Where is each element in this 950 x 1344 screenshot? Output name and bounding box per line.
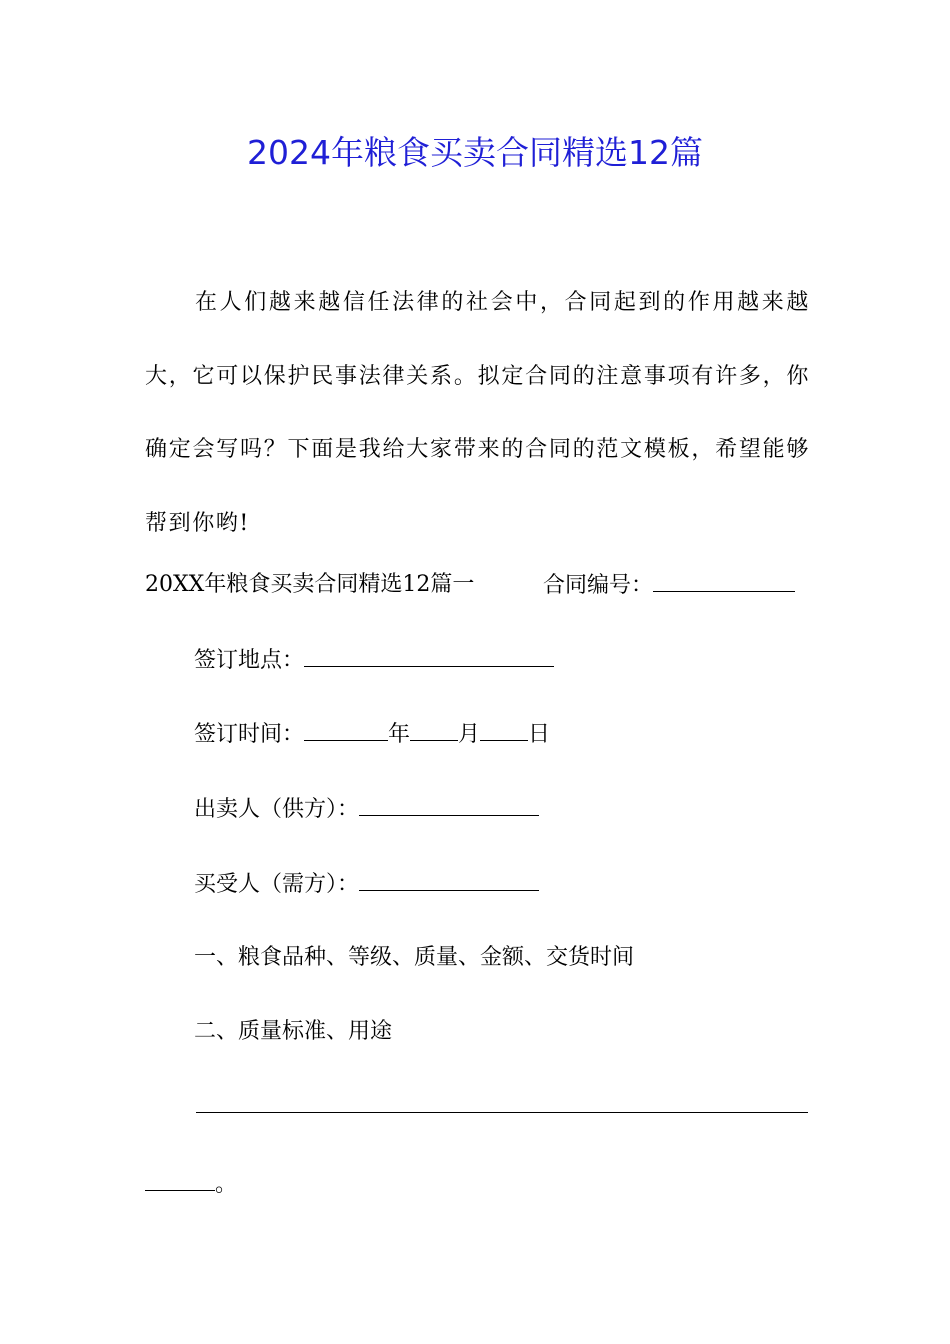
- end-mark: 。: [215, 1172, 238, 1197]
- seller-row: [194, 793, 539, 826]
- contract-number-row: [543, 569, 795, 602]
- sign-time-day: 日: [528, 722, 551, 747]
- sign-time-year: 年: [388, 722, 411, 747]
- sign-time-row: [194, 718, 550, 751]
- contract-number-label: 合同编号：: [543, 573, 654, 598]
- quality-standard-blank-end: [145, 1168, 215, 1191]
- sign-place-row: [194, 644, 554, 677]
- buyer-row: [194, 868, 539, 901]
- buyer-blank: [359, 868, 539, 891]
- section-heading: 20XX年粮食买卖合同精选12篇一: [145, 572, 475, 597]
- seller-blank: [359, 793, 539, 816]
- contract-number-blank: [653, 569, 795, 592]
- document-title: 2024年粮食买卖合同精选12篇: [247, 133, 703, 172]
- clause-one: 一、粮食品种、等级、质量、金额、交货时间: [194, 945, 635, 970]
- buyer-label: 买受人（需方）：: [194, 872, 360, 897]
- sign-time-month: 月: [458, 722, 481, 747]
- sign-time-day-blank: [480, 718, 528, 741]
- seller-label: 出卖人（供方）：: [194, 797, 360, 822]
- sign-place-blank: [304, 644, 554, 667]
- sign-time-label: 签订时间：: [194, 722, 305, 747]
- quality-standard-blank: [196, 1112, 808, 1113]
- intro-paragraph: 在人们越来越信任法律的社会中，合同起到的作用越来越大，它可以保护民事法律关系。拟定合同的注意事项有许多，你确定会写吗？下面是我给大家带来的合同的范文模板，希望能够帮到你哟!: [145, 290, 810, 536]
- clause-two: 二、质量标准、用途: [194, 1019, 393, 1044]
- sign-time-month-blank: [410, 718, 458, 741]
- quality-standard-end-row: [145, 1168, 237, 1201]
- section-heading-row: [145, 569, 474, 601]
- sign-time-year-blank: [304, 718, 388, 741]
- sign-place-label: 签订地点：: [194, 648, 305, 673]
